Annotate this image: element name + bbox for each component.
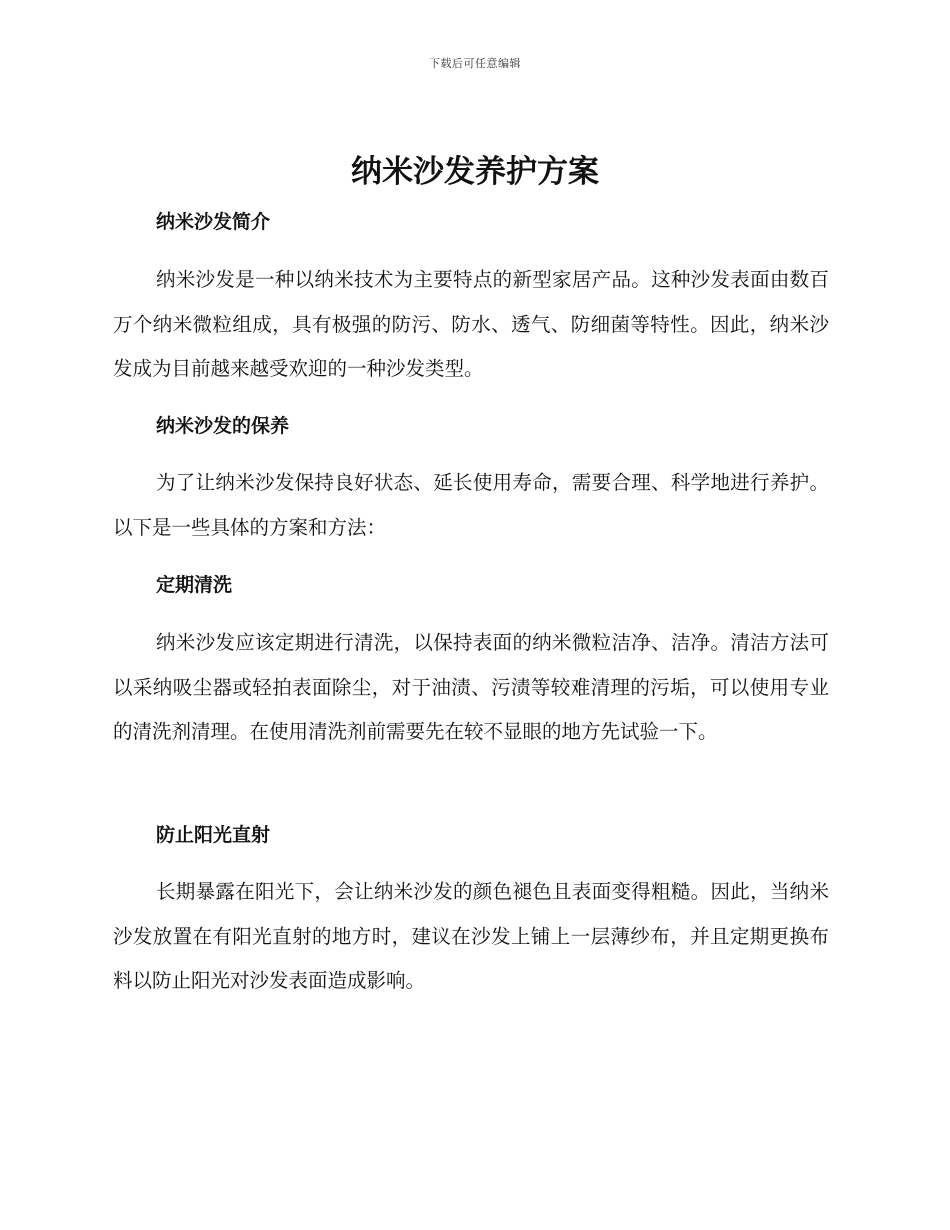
document-title: 纳米沙发养护方案 [351,154,599,190]
header-note: 下载后可任意编辑 [429,57,521,70]
section-heading-maintenance: 纳米沙发的保养 [156,415,290,437]
section-heading-sunlight: 防止阳光直射 [156,824,271,846]
section-heading-intro: 纳米沙发简介 [156,211,271,233]
section-paragraph-sunlight: 长期暴露在阳光下，会让纳米沙发的颜色褪色且表面变得粗糙。因此，当纳米沙发放置在有阳光直射的地方时，建议在沙发上铺上一层薄纱布，并且定期更换布料以防止阳光对沙发表面造成影响。 [113,880,829,992]
section-heading-cleaning: 定期清洗 [156,574,233,596]
section-paragraph-maintenance: 为了让纳米沙发保持良好状态、延长使用寿命，需要合理、科学地进行养护。以下是一些具体的方案和方法： [113,471,829,539]
section-paragraph-intro: 纳米沙发是一种以纳米技术为主要特点的新型家居产品。这种沙发表面由数百万个纳米微粒组成，具有极强的防污、防水、透气、防细菌等特性。因此，纳米沙发成为目前越来越受欢迎的一种沙发类型。 [113,268,829,380]
section-paragraph-cleaning: 纳米沙发应该定期进行清洗，以保持表面的纳米微粒洁净、洁净。清洁方法可以采纳吸尘器或轻拍表面除尘，对于油渍、污渍等较难清理的污垢，可以使用专业的清洗剂清理。在使用清洗剂前需要先在较不显眼的地方先试验一下。 [113,631,829,743]
